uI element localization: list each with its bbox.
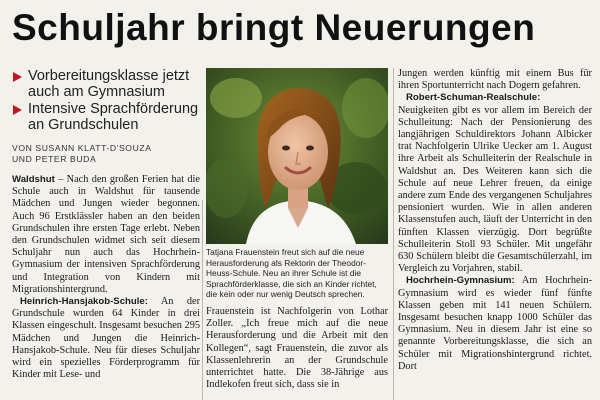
body-paragraph: Frauenstein ist Nachfolgerin von Lothar Zoller. „Ich freue mich auf die neue Herausforderung und die Arbeit mit den Kollegen“, sagt Frauenstein, die zuvor als Klassenlehrerin an der Grundschule unterrichtet hatte. Die 38-Jährige aus Indlekofen freut sich, dass sie in [206,305,388,391]
section-heading: Hochrhein-Gymnasium: [406,275,515,287]
article-column-2 [206,68,388,391]
dateline: Waldshut [12,174,55,185]
summary-bullet [12,101,200,133]
summary-bullet-text: Vorbereitungsklasse jetzt auch am Gymnasium [28,68,190,100]
section-text: An der Grundschule wurden 64 Kinder in drei Klassen eingeschult. Insgesamt besuchen 295 Mädchen und Jungen die Heinrich-Hansjakob-Schule. Neu für dieses Schuljahr wird ein spezielles Förderprogramm für Kinder mit Lese- und [12,296,200,381]
summary-bullet-text: Intensive Sprachförderung an Grundschulen [28,101,199,133]
section-heading: Heinrich-Hansjakob-Schule: [20,296,148,308]
article-column-3 [398,68,592,373]
column-divider [202,200,203,400]
lead-paragraph [12,174,200,296]
section-text: Am Hochrhein-Gymnasium wird es wieder fünf fünfte Klassen geben mit 141 neuen Schülern. Insgesamt besuchen knapp 1000 Schüler das Gymnasium. Neu in diesem Jahr ist eine so genannte Vorbereitungsklasse, die sich an Schüler mit Migrationshintergrund richtet. Dort [398,275,592,372]
photo-caption: Tatjana Frauenstein freut sich auf die neue Herausforderung als Rektorin der Theodor-Heuss-Schule. Neu an ihrer Schule ist die Sprachförderklasse, die sich an Kinder richtet, die kein oder nur wenig Deutsch sprechen. [206,247,377,300]
byline-line: UND PETER BUDA [12,154,97,164]
triangle-bullet-icon [13,105,22,115]
byline-line: VON SUSANN KLATT-D'SOUZA [12,143,152,153]
byline [12,143,200,165]
lead-text: – Nach den großen Ferien hat die Schule auch in Waldshut für tausende Mädchen und Jungen wieder begonnen. Auch 96 Erstklässler haben an den beiden Grundschulen ihre ersten Tage erlebt. Neben den Grundschulen widmet sich seit diesem Schuljahr nun auch das Hochrhein-Gymnasium der intensiven Sprachförderung und Integration von Kindern mit Migrationshintergrund. [12,174,200,295]
article-column-1 [12,68,200,381]
column-divider [393,68,394,400]
section-paragraph [12,296,200,381]
section-heading: Robert-Schuman-Realschule: [406,92,541,104]
section-paragraph [398,92,592,275]
summary-bullets [12,68,200,133]
body-paragraph: Jungen werden künftig mit einem Bus für ihren Sportunterricht nach Dogern gefahren. [398,68,592,92]
section-paragraph [398,275,592,373]
triangle-bullet-icon [13,72,22,82]
summary-bullet [12,68,200,100]
portrait-photo [206,68,388,244]
article-headline: Schuljahr bringt Neuerungen [12,7,536,48]
section-text: Neuigkeiten gibt es vor allem im Bereich der Schulleitung: Nach der Pensionierung des langjährigen Schuldirektors Johann Albicker trat Nachfolgerin Ulrike Uecker am 1. August ihre Arbeit als Schulleiterin der Realschule in Waldshut an. Des Weiteren kann sich die Schule auf neue Lehrer freuen, da einige andere zum Ende des vergangenen Schuljahres pensioniert wurden. Wie in allen anderen Klassenstufen auch, läuft der Unterricht in den fünften Klassen vierzügig. Dort begrüßte Schulleiterin Stoll 93 Schüler. Mit ungefähr 630 Schülern bleibt die Gesamtschülerzahl, im Vergleich zu Vorjahren, stabil. [398,104,592,275]
